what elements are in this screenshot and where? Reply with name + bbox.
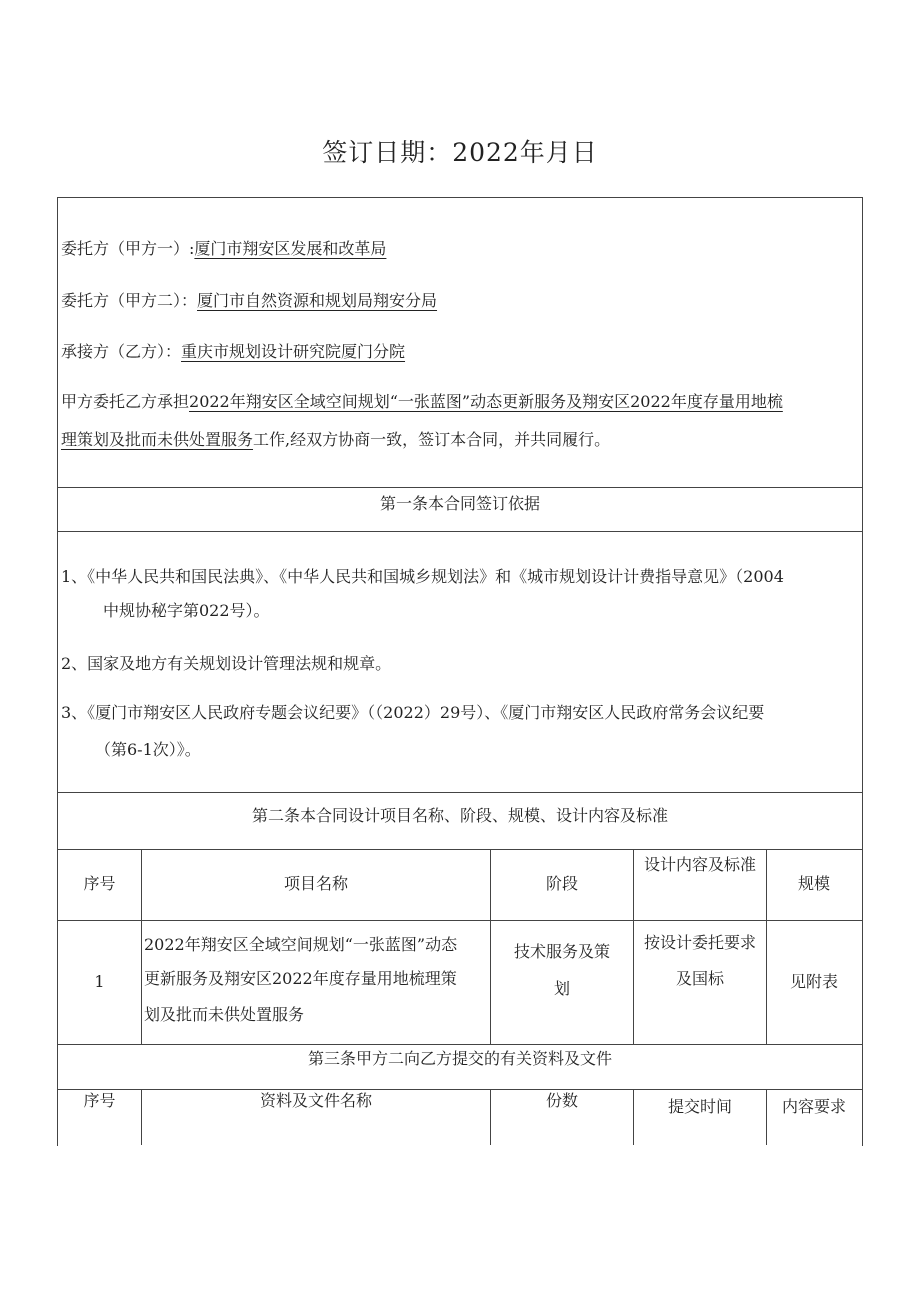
article1-heading: 第一条本合同签订依据 bbox=[379, 494, 540, 513]
a3-header-seq: 序号 bbox=[83, 1091, 116, 1110]
divider bbox=[57, 531, 863, 532]
row-seq: 1 bbox=[94, 972, 105, 991]
a3-header-copies: 份数 bbox=[545, 1091, 578, 1110]
party-b bbox=[61, 339, 405, 362]
party-b-label: 承接方（乙方）： bbox=[61, 342, 182, 361]
header-content-standard: 设计内容及标准 bbox=[643, 855, 756, 874]
row-project-name-line3: 划及批而未供处置服务 bbox=[144, 1005, 305, 1024]
party-a2-value: 厦门市自然资源和规划局翔安分局 bbox=[197, 291, 438, 310]
intro-project-line1: 2022年翔安区全域空间规划“一张蓝图”动态更新服务及翔安区2022年度存量用地梳 bbox=[189, 392, 783, 411]
party-b-value: 重庆市规划设计研究院厦门分院 bbox=[181, 342, 406, 361]
row-project-name-line1: 2022年翔安区全域空间规划“一张蓝图”动态 bbox=[144, 935, 458, 954]
article3-heading: 第三条甲方二向乙方提交的有关资料及文件 bbox=[307, 1049, 612, 1068]
header-scale: 规模 bbox=[797, 874, 830, 893]
intro-project-line2: 理策划及批而未供处置服务 bbox=[61, 430, 254, 449]
header-seq: 序号 bbox=[83, 874, 116, 893]
party-a1-label: 委托方（甲方一）: bbox=[61, 239, 195, 258]
row-stage-line1: 技术服务及策 bbox=[513, 942, 610, 961]
party-a1 bbox=[61, 236, 386, 259]
a3-header-time: 提交时间 bbox=[667, 1097, 732, 1116]
intro-suffix: 工作,经双方协商一致，签订本合同，并共同履行。 bbox=[253, 430, 611, 449]
row-content-line1: 按设计委托要求 bbox=[643, 933, 756, 952]
article1-item2: 2、国家及地方有关规划设计管理法规和规章。 bbox=[61, 654, 392, 673]
article1-item3-line1: 3、《厦门市翔安区人民政府专题会议纪要》（（2022）29号）、《厦门市翔安区人民政府常务会议纪要 bbox=[61, 703, 765, 722]
article1-item1-line1: 1、《中华人民共和国民法典》、《中华人民共和国城乡规划法》和《城市规划设计计费指导意见》（2004 bbox=[61, 567, 784, 586]
divider bbox=[57, 487, 863, 488]
header-project-name: 项目名称 bbox=[283, 874, 348, 893]
divider bbox=[57, 1044, 863, 1045]
party-a1-value: 厦门市翔安区发展和改革局 bbox=[194, 239, 387, 258]
a3-header-requirement: 内容要求 bbox=[781, 1097, 846, 1116]
article2-heading: 第二条本合同设计项目名称、阶段、规模、设计内容及标准 bbox=[251, 806, 668, 825]
party-a2 bbox=[61, 288, 437, 311]
party-a2-label: 委托方（甲方二）： bbox=[61, 291, 198, 310]
intro-line-2 bbox=[61, 427, 610, 450]
divider bbox=[57, 920, 863, 921]
article1-item1-line2: 中规协秘字第022号）。 bbox=[103, 601, 270, 620]
row-scale: 见附表 bbox=[789, 972, 838, 991]
article1-item3-line2: （第6-1次）》。 bbox=[95, 740, 201, 759]
divider bbox=[57, 792, 863, 793]
header-stage: 阶段 bbox=[545, 874, 578, 893]
intro-prefix: 甲方委托乙方承担 bbox=[61, 392, 190, 411]
row-stage-line2: 划 bbox=[553, 979, 570, 998]
row-project-name-line2: 更新服务及翔安区2022年度存量用地梳理策 bbox=[144, 969, 457, 988]
signing-date-title: 签订日期：2022年月日 bbox=[322, 138, 598, 167]
a3-header-file-name: 资料及文件名称 bbox=[259, 1091, 372, 1110]
row-content-line2: 及国标 bbox=[675, 969, 724, 988]
intro-line-1 bbox=[61, 389, 783, 412]
